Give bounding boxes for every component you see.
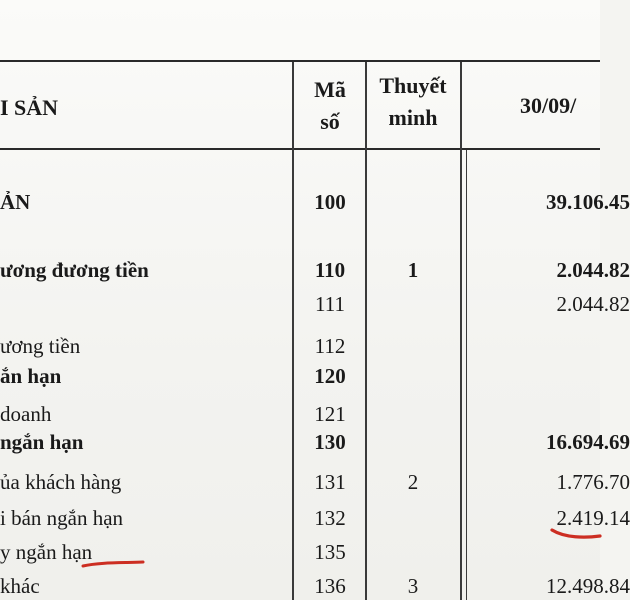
row-label: ắn hạn [0,364,62,388]
row-value: 16.694.69 [546,430,630,454]
red-underline-mark [552,530,600,537]
row-code: 131 [314,470,346,494]
row-code: 130 [314,430,346,454]
row-label: khác [0,574,40,598]
row-label: ngắn hạn [0,430,84,454]
header-assets: I SẢN [0,95,59,120]
row-code: 111 [315,292,345,316]
row-label: i bán ngắn hạn [0,506,124,530]
row-value: 12.498.84 [546,574,630,598]
row-note: 3 [407,574,419,598]
row-label: doanh [0,402,52,426]
row-note: 1 [407,258,419,282]
header-date: 30/09/ [520,93,577,118]
row-code: 120 [314,364,346,388]
row-code: 100 [314,190,346,214]
row-code: 132 [314,506,346,530]
row-code: 110 [314,258,346,282]
row-label: ương đương tiền [0,258,149,282]
row-value: 39.106.45 [546,190,630,214]
row-label: y ngắn hạn [0,540,93,564]
header-note: Thuyết minh [379,73,447,130]
row-code: 135 [314,540,346,564]
row-code: 121 [314,402,346,426]
row-label: ẢN [0,190,31,214]
row-label: ương tiền [0,334,81,358]
row-value: 2.044.82 [556,292,630,316]
row-code: 112 [314,334,346,358]
row-value: 1.776.70 [556,470,630,494]
row-note: 2 [407,470,419,494]
column-divider [466,150,467,600]
row-label: ủa khách hàng [0,470,122,494]
row-value: 2.419.14 [556,506,630,530]
row-code: 136 [314,574,346,598]
table-top-rule [0,60,600,62]
header-bottom-rule [0,148,600,150]
header-code: Mã số [314,77,346,134]
column-divider [460,62,462,600]
row-value: 2.044.82 [556,258,630,282]
